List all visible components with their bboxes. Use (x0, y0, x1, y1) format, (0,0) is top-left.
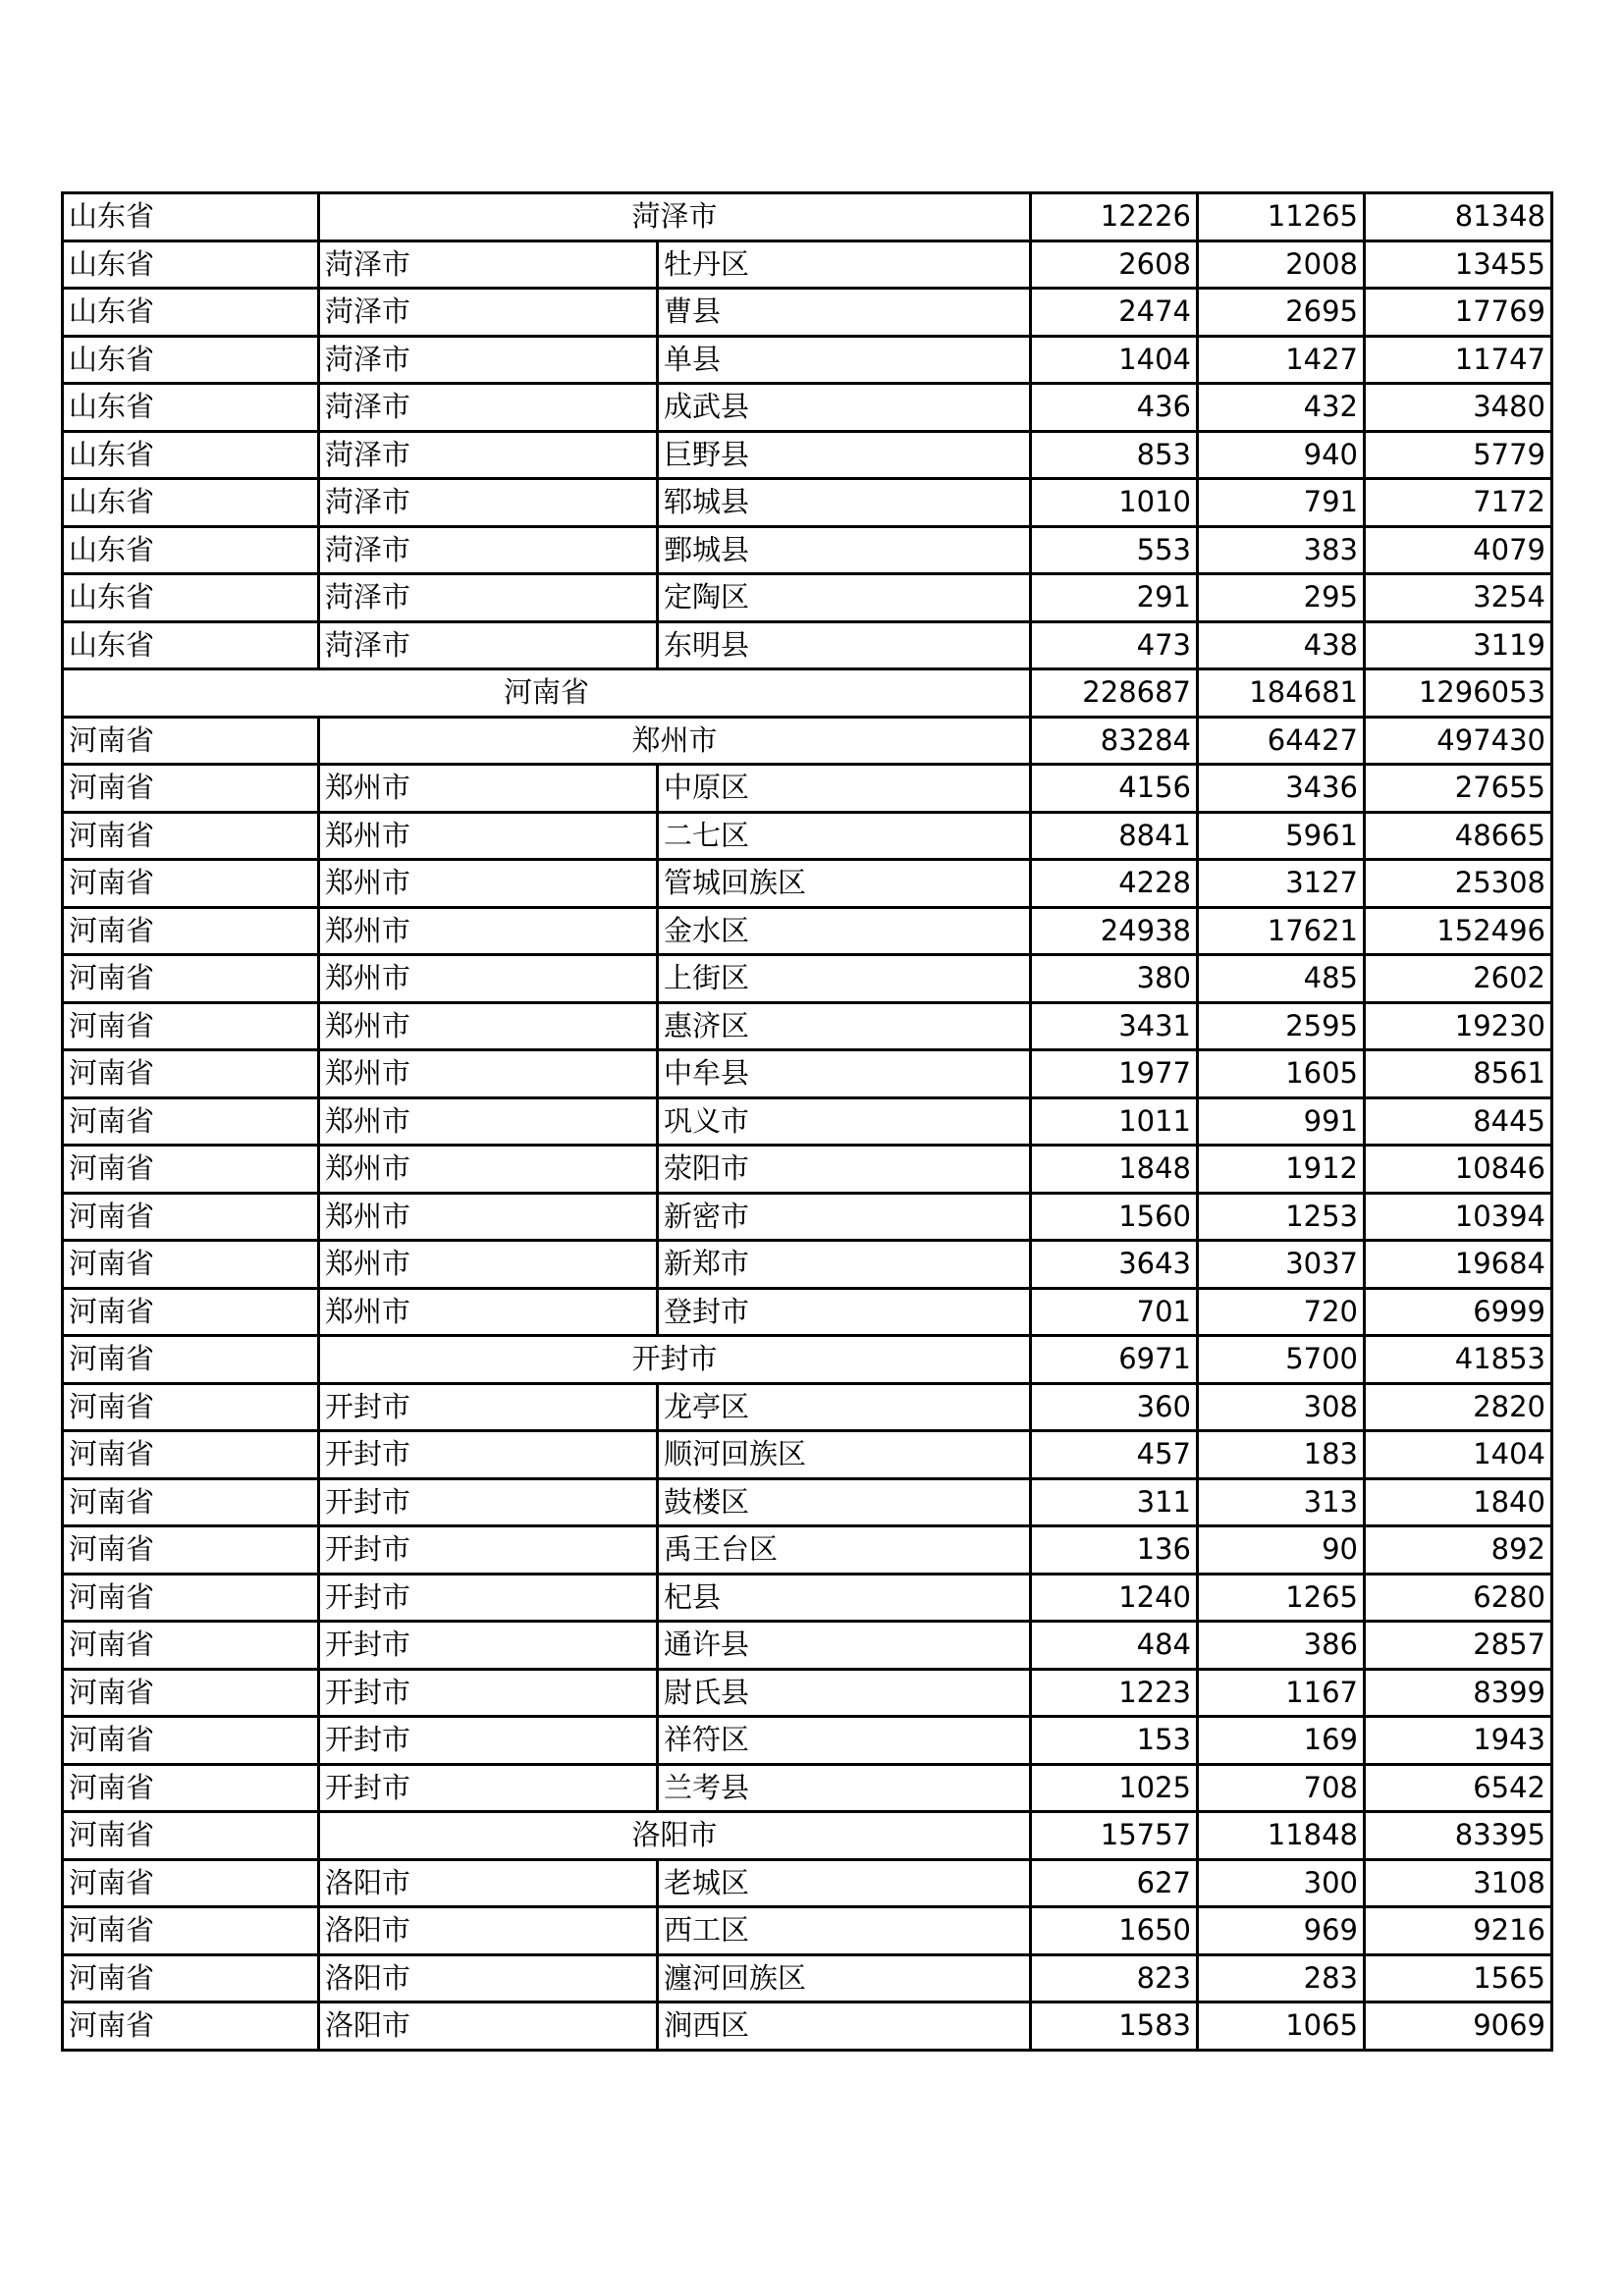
county-cell: 金水区 (658, 907, 1031, 955)
value-cell-3: 41853 (1365, 1336, 1552, 1384)
value-cell-3: 8445 (1365, 1097, 1552, 1146)
value-cell-2: 1065 (1198, 2002, 1365, 2051)
province-cell: 河南省 (63, 955, 319, 1003)
city-cell: 郑州市 (319, 860, 658, 908)
table-row-county (63, 860, 1552, 908)
value-cell-1: 4156 (1031, 765, 1198, 813)
city-cell: 洛阳市 (319, 1907, 658, 1955)
city-cell: 郑州市 (319, 955, 658, 1003)
value-cell-3: 3108 (1365, 1859, 1552, 1907)
value-cell-1: 4228 (1031, 860, 1198, 908)
province-cell: 河南省 (63, 1336, 319, 1384)
table-row-county (63, 765, 1552, 813)
value-cell-3: 6280 (1365, 1574, 1552, 1622)
city-cell: 洛阳市 (319, 2002, 658, 2051)
value-cell-1: 701 (1031, 1288, 1198, 1336)
value-cell-3: 2857 (1365, 1622, 1552, 1670)
table-row-county (63, 1574, 1552, 1622)
province-cell: 河南省 (63, 765, 319, 813)
value-cell-2: 485 (1198, 955, 1365, 1003)
province-cell: 河南省 (63, 1717, 319, 1765)
table-row-county (63, 621, 1552, 669)
table-row-county (63, 1954, 1552, 2002)
county-cell: 巩义市 (658, 1097, 1031, 1146)
city-name-cell: 郑州市 (319, 717, 1031, 765)
value-cell-2: 64427 (1198, 717, 1365, 765)
province-name-cell: 河南省 (63, 669, 1031, 718)
value-cell-1: 136 (1031, 1526, 1198, 1575)
table-row-county (63, 1431, 1552, 1479)
value-cell-2: 1253 (1198, 1193, 1365, 1241)
value-cell-1: 1560 (1031, 1193, 1198, 1241)
value-cell-1: 24938 (1031, 907, 1198, 955)
county-cell: 登封市 (658, 1288, 1031, 1336)
value-cell-2: 283 (1198, 1954, 1365, 2002)
value-cell-2: 708 (1198, 1764, 1365, 1812)
city-cell: 开封市 (319, 1383, 658, 1431)
table-row-county (63, 1050, 1552, 1098)
province-cell: 山东省 (63, 336, 319, 384)
value-cell-3: 13455 (1365, 240, 1552, 289)
value-cell-2: 308 (1198, 1383, 1365, 1431)
value-cell-2: 1265 (1198, 1574, 1365, 1622)
city-cell: 洛阳市 (319, 1954, 658, 2002)
city-cell: 菏泽市 (319, 526, 658, 574)
value-cell-2: 720 (1198, 1288, 1365, 1336)
value-cell-1: 3643 (1031, 1241, 1198, 1289)
city-name-cell: 菏泽市 (319, 193, 1031, 241)
value-cell-2: 383 (1198, 526, 1365, 574)
city-cell: 开封市 (319, 1622, 658, 1670)
table-row-county (63, 1478, 1552, 1526)
value-cell-1: 457 (1031, 1431, 1198, 1479)
county-cell: 成武县 (658, 384, 1031, 432)
value-cell-1: 1240 (1031, 1574, 1198, 1622)
value-cell-1: 12226 (1031, 193, 1198, 241)
city-cell: 开封市 (319, 1431, 658, 1479)
province-cell: 山东省 (63, 526, 319, 574)
province-cell: 河南省 (63, 1812, 319, 1860)
province-cell: 河南省 (63, 1241, 319, 1289)
county-cell: 中牟县 (658, 1050, 1031, 1098)
county-cell: 牡丹区 (658, 240, 1031, 289)
province-cell: 河南省 (63, 717, 319, 765)
city-cell: 郑州市 (319, 1193, 658, 1241)
value-cell-3: 497430 (1365, 717, 1552, 765)
table-row-county (63, 1241, 1552, 1289)
city-cell: 郑州市 (319, 1241, 658, 1289)
city-cell: 郑州市 (319, 907, 658, 955)
county-cell: 单县 (658, 336, 1031, 384)
county-cell: 二七区 (658, 812, 1031, 860)
value-cell-3: 2602 (1365, 955, 1552, 1003)
table-row-county (63, 1764, 1552, 1812)
value-cell-1: 1010 (1031, 479, 1198, 527)
province-cell: 山东省 (63, 384, 319, 432)
table-row-county (63, 812, 1552, 860)
value-cell-2: 940 (1198, 431, 1365, 479)
province-cell: 河南省 (63, 1288, 319, 1336)
city-cell: 开封市 (319, 1526, 658, 1575)
value-cell-2: 2595 (1198, 1002, 1365, 1050)
value-cell-3: 25308 (1365, 860, 1552, 908)
province-cell: 河南省 (63, 1383, 319, 1431)
table-row-county (63, 955, 1552, 1003)
value-cell-3: 11747 (1365, 336, 1552, 384)
value-cell-2: 3037 (1198, 1241, 1365, 1289)
value-cell-2: 11265 (1198, 193, 1365, 241)
county-cell: 上街区 (658, 955, 1031, 1003)
value-cell-3: 48665 (1365, 812, 1552, 860)
province-cell: 山东省 (63, 193, 319, 241)
value-cell-1: 2474 (1031, 289, 1198, 337)
province-cell: 山东省 (63, 479, 319, 527)
table-row-county (63, 1717, 1552, 1765)
value-cell-2: 17621 (1198, 907, 1365, 955)
value-cell-1: 1848 (1031, 1146, 1198, 1194)
county-cell: 涧西区 (658, 2002, 1031, 2051)
city-cell: 菏泽市 (319, 336, 658, 384)
value-cell-3: 1943 (1365, 1717, 1552, 1765)
table-row-city (63, 717, 1552, 765)
province-cell: 河南省 (63, 1097, 319, 1146)
county-cell: 东明县 (658, 621, 1031, 669)
value-cell-1: 291 (1031, 574, 1198, 622)
value-cell-2: 3127 (1198, 860, 1365, 908)
city-cell: 郑州市 (319, 812, 658, 860)
value-cell-1: 228687 (1031, 669, 1198, 718)
city-cell: 郑州市 (319, 1097, 658, 1146)
city-cell: 郑州市 (319, 1288, 658, 1336)
value-cell-3: 892 (1365, 1526, 1552, 1575)
value-cell-3: 1404 (1365, 1431, 1552, 1479)
value-cell-2: 969 (1198, 1907, 1365, 1955)
table-row-county (63, 1622, 1552, 1670)
value-cell-1: 153 (1031, 1717, 1198, 1765)
value-cell-3: 17769 (1365, 289, 1552, 337)
value-cell-3: 5779 (1365, 431, 1552, 479)
value-cell-2: 2008 (1198, 240, 1365, 289)
value-cell-3: 83395 (1365, 1812, 1552, 1860)
value-cell-3: 3119 (1365, 621, 1552, 669)
county-cell: 巨野县 (658, 431, 1031, 479)
county-cell: 中原区 (658, 765, 1031, 813)
table-row-county (63, 1859, 1552, 1907)
province-cell: 河南省 (63, 1622, 319, 1670)
table-row-county (63, 1288, 1552, 1336)
county-cell: 新郑市 (658, 1241, 1031, 1289)
value-cell-2: 11848 (1198, 1812, 1365, 1860)
value-cell-3: 8399 (1365, 1669, 1552, 1717)
value-cell-2: 791 (1198, 479, 1365, 527)
table-row-county (63, 1526, 1552, 1575)
value-cell-3: 27655 (1365, 765, 1552, 813)
value-cell-1: 1011 (1031, 1097, 1198, 1146)
table-row-county (63, 1383, 1552, 1431)
value-cell-1: 15757 (1031, 1812, 1198, 1860)
value-cell-2: 169 (1198, 1717, 1365, 1765)
county-cell: 定陶区 (658, 574, 1031, 622)
value-cell-1: 823 (1031, 1954, 1198, 2002)
province-cell: 河南省 (63, 1431, 319, 1479)
value-cell-2: 184681 (1198, 669, 1365, 718)
value-cell-2: 313 (1198, 1478, 1365, 1526)
value-cell-2: 1427 (1198, 336, 1365, 384)
value-cell-3: 9216 (1365, 1907, 1552, 1955)
city-cell: 开封市 (319, 1574, 658, 1622)
table-body (63, 193, 1552, 2051)
city-cell: 菏泽市 (319, 574, 658, 622)
city-cell: 郑州市 (319, 1002, 658, 1050)
county-cell: 西工区 (658, 1907, 1031, 1955)
province-cell: 山东省 (63, 621, 319, 669)
city-cell: 菏泽市 (319, 240, 658, 289)
value-cell-2: 1167 (1198, 1669, 1365, 1717)
value-cell-3: 7172 (1365, 479, 1552, 527)
value-cell-3: 19684 (1365, 1241, 1552, 1289)
province-cell: 河南省 (63, 1764, 319, 1812)
table-row-county (63, 1193, 1552, 1241)
province-cell: 河南省 (63, 1669, 319, 1717)
value-cell-1: 1404 (1031, 336, 1198, 384)
city-cell: 开封市 (319, 1717, 658, 1765)
county-cell: 顺河回族区 (658, 1431, 1031, 1479)
value-cell-1: 1025 (1031, 1764, 1198, 1812)
province-cell: 河南省 (63, 1907, 319, 1955)
county-cell: 郓城县 (658, 479, 1031, 527)
value-cell-3: 2820 (1365, 1383, 1552, 1431)
value-cell-1: 484 (1031, 1622, 1198, 1670)
value-cell-1: 311 (1031, 1478, 1198, 1526)
city-name-cell: 洛阳市 (319, 1812, 1031, 1860)
value-cell-1: 380 (1031, 955, 1198, 1003)
value-cell-1: 436 (1031, 384, 1198, 432)
value-cell-3: 10846 (1365, 1146, 1552, 1194)
table-row-city (63, 1336, 1552, 1384)
city-cell: 开封市 (319, 1669, 658, 1717)
table-row-city (63, 193, 1552, 241)
value-cell-2: 183 (1198, 1431, 1365, 1479)
city-cell: 洛阳市 (319, 1859, 658, 1907)
value-cell-3: 10394 (1365, 1193, 1552, 1241)
value-cell-1: 2608 (1031, 240, 1198, 289)
table-row-county (63, 1669, 1552, 1717)
value-cell-2: 991 (1198, 1097, 1365, 1146)
province-cell: 河南省 (63, 1859, 319, 1907)
county-cell: 通许县 (658, 1622, 1031, 1670)
province-cell: 河南省 (63, 1050, 319, 1098)
value-cell-1: 3431 (1031, 1002, 1198, 1050)
city-cell: 菏泽市 (319, 431, 658, 479)
value-cell-2: 2695 (1198, 289, 1365, 337)
value-cell-1: 1650 (1031, 1907, 1198, 1955)
value-cell-1: 1977 (1031, 1050, 1198, 1098)
value-cell-1: 627 (1031, 1859, 1198, 1907)
province-cell: 河南省 (63, 1146, 319, 1194)
table-row-county (63, 526, 1552, 574)
value-cell-3: 19230 (1365, 1002, 1552, 1050)
table-row-county (63, 907, 1552, 955)
province-cell: 河南省 (63, 1574, 319, 1622)
value-cell-2: 3436 (1198, 765, 1365, 813)
city-cell: 菏泽市 (319, 621, 658, 669)
county-cell: 鄄城县 (658, 526, 1031, 574)
statistics-table (61, 191, 1553, 2052)
value-cell-2: 295 (1198, 574, 1365, 622)
value-cell-1: 8841 (1031, 812, 1198, 860)
city-cell: 郑州市 (319, 765, 658, 813)
value-cell-2: 432 (1198, 384, 1365, 432)
county-cell: 禹王台区 (658, 1526, 1031, 1575)
county-cell: 鼓楼区 (658, 1478, 1031, 1526)
value-cell-3: 81348 (1365, 193, 1552, 241)
table-row-county (63, 240, 1552, 289)
value-cell-2: 5700 (1198, 1336, 1365, 1384)
province-cell: 河南省 (63, 2002, 319, 2051)
table-row-county (63, 2002, 1552, 2051)
table-row-county (63, 1907, 1552, 1955)
table-row-city (63, 1812, 1552, 1860)
county-cell: 尉氏县 (658, 1669, 1031, 1717)
table-row-county (63, 384, 1552, 432)
county-cell: 荥阳市 (658, 1146, 1031, 1194)
table-row-county (63, 479, 1552, 527)
value-cell-2: 438 (1198, 621, 1365, 669)
city-cell: 菏泽市 (319, 384, 658, 432)
province-cell: 山东省 (63, 431, 319, 479)
province-cell: 山东省 (63, 289, 319, 337)
value-cell-3: 1296053 (1365, 669, 1552, 718)
value-cell-1: 1583 (1031, 2002, 1198, 2051)
province-cell: 河南省 (63, 1002, 319, 1050)
value-cell-3: 1565 (1365, 1954, 1552, 2002)
city-cell: 开封市 (319, 1764, 658, 1812)
value-cell-3: 9069 (1365, 2002, 1552, 2051)
value-cell-1: 1223 (1031, 1669, 1198, 1717)
value-cell-3: 1840 (1365, 1478, 1552, 1526)
value-cell-1: 6971 (1031, 1336, 1198, 1384)
province-cell: 河南省 (63, 1478, 319, 1526)
value-cell-3: 6542 (1365, 1764, 1552, 1812)
province-cell: 河南省 (63, 860, 319, 908)
province-cell: 河南省 (63, 1193, 319, 1241)
county-cell: 兰考县 (658, 1764, 1031, 1812)
table-row-county (63, 574, 1552, 622)
table-row-county (63, 1097, 1552, 1146)
city-name-cell: 开封市 (319, 1336, 1031, 1384)
city-cell: 郑州市 (319, 1050, 658, 1098)
value-cell-2: 386 (1198, 1622, 1365, 1670)
county-cell: 管城回族区 (658, 860, 1031, 908)
table-row-province (63, 669, 1552, 718)
value-cell-3: 4079 (1365, 526, 1552, 574)
county-cell: 新密市 (658, 1193, 1031, 1241)
value-cell-3: 152496 (1365, 907, 1552, 955)
value-cell-2: 1605 (1198, 1050, 1365, 1098)
province-cell: 河南省 (63, 1526, 319, 1575)
table-row-county (63, 1002, 1552, 1050)
county-cell: 祥符区 (658, 1717, 1031, 1765)
city-cell: 菏泽市 (319, 289, 658, 337)
city-cell: 开封市 (319, 1478, 658, 1526)
county-cell: 龙亭区 (658, 1383, 1031, 1431)
table-row-county (63, 289, 1552, 337)
value-cell-2: 1912 (1198, 1146, 1365, 1194)
value-cell-3: 8561 (1365, 1050, 1552, 1098)
table-row-county (63, 431, 1552, 479)
province-cell: 山东省 (63, 574, 319, 622)
value-cell-1: 553 (1031, 526, 1198, 574)
county-cell: 杞县 (658, 1574, 1031, 1622)
county-cell: 惠济区 (658, 1002, 1031, 1050)
province-cell: 山东省 (63, 240, 319, 289)
value-cell-2: 5961 (1198, 812, 1365, 860)
city-cell: 菏泽市 (319, 479, 658, 527)
province-cell: 河南省 (63, 812, 319, 860)
value-cell-2: 300 (1198, 1859, 1365, 1907)
value-cell-1: 473 (1031, 621, 1198, 669)
city-cell: 郑州市 (319, 1146, 658, 1194)
value-cell-1: 360 (1031, 1383, 1198, 1431)
table-row-county (63, 336, 1552, 384)
value-cell-3: 3254 (1365, 574, 1552, 622)
value-cell-1: 83284 (1031, 717, 1198, 765)
province-cell: 河南省 (63, 1954, 319, 2002)
province-cell: 河南省 (63, 907, 319, 955)
value-cell-1: 853 (1031, 431, 1198, 479)
county-cell: 瀍河回族区 (658, 1954, 1031, 2002)
county-cell: 老城区 (658, 1859, 1031, 1907)
value-cell-3: 6999 (1365, 1288, 1552, 1336)
value-cell-2: 90 (1198, 1526, 1365, 1575)
county-cell: 曹县 (658, 289, 1031, 337)
value-cell-3: 3480 (1365, 384, 1552, 432)
table-row-county (63, 1146, 1552, 1194)
